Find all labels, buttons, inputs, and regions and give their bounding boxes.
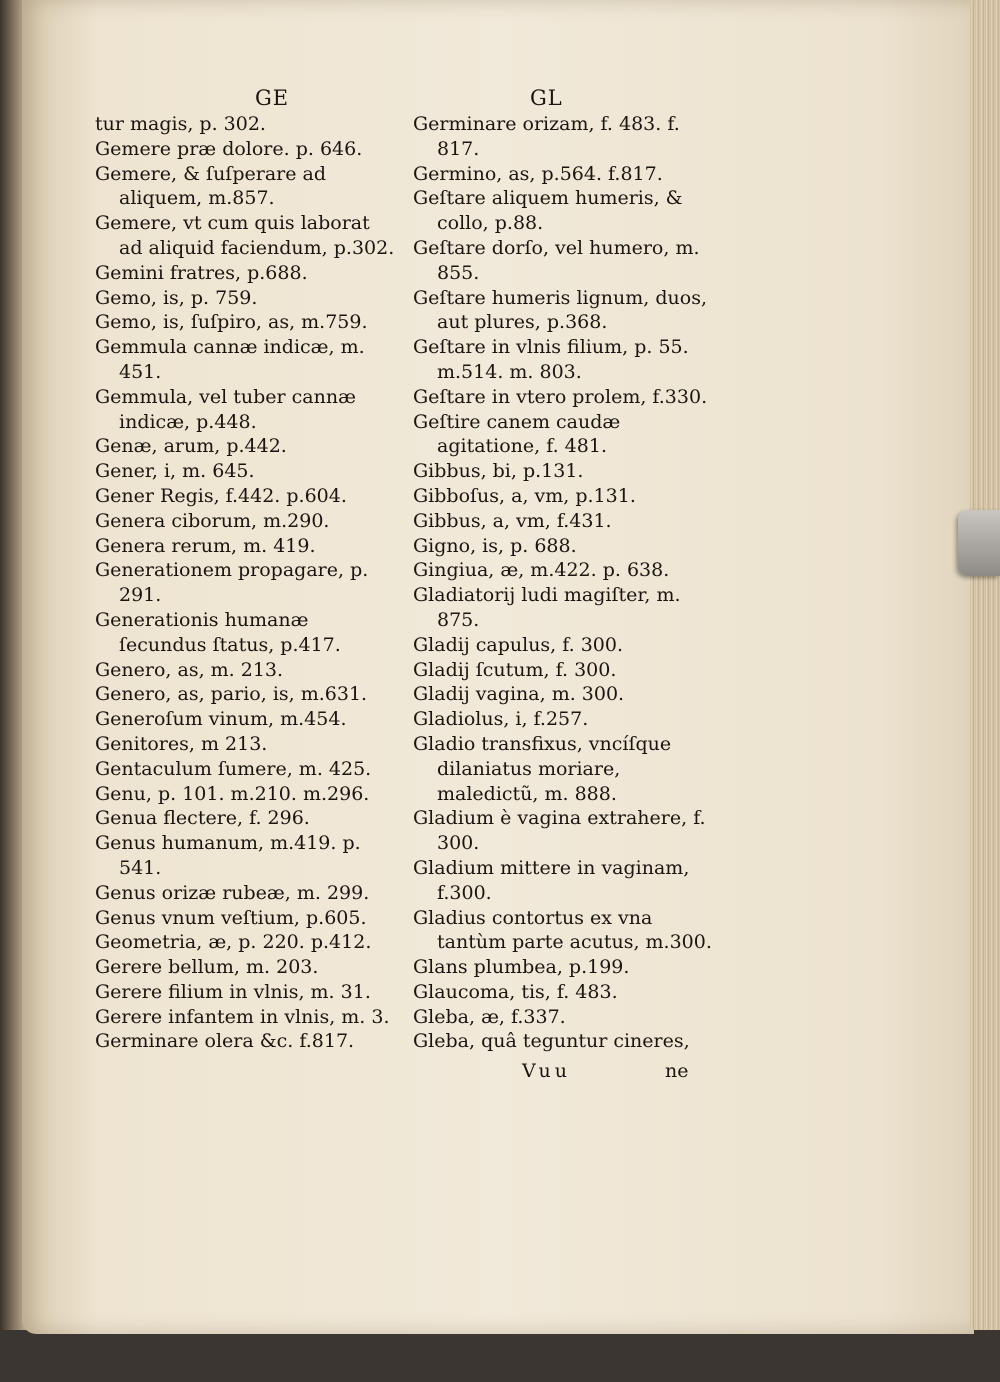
index-entry: Genitores, m 213.: [95, 732, 268, 755]
running-head-right: GL: [530, 86, 563, 110]
index-entry: Gemere præ dolore. p. 646.: [95, 137, 363, 160]
index-entry: Gibboſus, a, vm, p.131.: [413, 484, 636, 507]
index-entry: Gener Regis, f.442. p.604.: [95, 484, 347, 507]
index-entry: Genua flectere, f. 296.: [95, 807, 310, 830]
index-entry: Gladius contortus ex vna tantùm parte acutus, m.300.: [413, 906, 712, 954]
index-entry: Gerere bellum, m. 203.: [95, 956, 319, 979]
page-edges: [970, 0, 1000, 1330]
index-entry: Genu, p. 101. m.210. m.296.: [95, 782, 370, 805]
index-entry: Genero, as, pario, is, m.631.: [95, 683, 368, 706]
index-entry: Gibbus, bi, p.131.: [413, 460, 584, 483]
index-entry: Gerere infantem in vlnis, m. 3.: [95, 1005, 390, 1028]
index-entry: Gibbus, a, vm, f.431.: [413, 509, 612, 532]
index-entry: Gemini fratres, p.688.: [95, 261, 308, 284]
running-head-left: GE: [255, 86, 290, 110]
index-entry: Gemmula, vel tuber cannæ indicæ, p.448.: [95, 385, 356, 433]
index-entry: Geſtare in vtero prolem, f.330.: [413, 385, 708, 408]
index-entry: Geſtare aliquem humeris, & collo, p.88.: [413, 187, 683, 235]
index-entry: Geometria, æ, p. 220. p.412.: [95, 931, 372, 954]
index-entry: Generationis humanæ ſecundus ſtatus, p.417.: [95, 608, 341, 656]
left-column: [95, 112, 395, 1054]
index-entry: Gladiolus, i, f.257.: [413, 708, 589, 731]
index-entry: Genus humanum, m.419. p. 541.: [95, 832, 361, 879]
index-entry: Gemere, & ſuſperare ad aliquem, m.857.: [95, 162, 327, 210]
index-entry: Genus vnum veſtium, p.605.: [95, 906, 367, 929]
index-entry: Geſtare in vlnis filium, p. 55. m.514. m. 803.: [413, 336, 689, 383]
index-entry: Gigno, is, p. 688.: [413, 534, 577, 557]
index-entry: Generationem propagare, p. 291.: [95, 559, 369, 607]
index-entry: Gener, i, m. 645.: [95, 460, 255, 483]
catchword: ne: [665, 1060, 689, 1082]
index-entry: Gemmula cannæ indicæ, m. 451.: [95, 336, 365, 383]
index-entry: Gingiua, æ, m.422. p. 638.: [413, 559, 670, 582]
index-entry: Germinare olera &c. f.817.: [95, 1030, 355, 1053]
index-entry: Gentaculum ſumere, m. 425.: [95, 757, 372, 780]
index-entry: Generoſum vinum, m.454.: [95, 708, 347, 731]
index-entry: Germino, as, p.564. f.817.: [413, 162, 663, 185]
index-entry: Gladium mittere in vaginam, f.300.: [413, 856, 690, 904]
right-column: [413, 112, 713, 1054]
index-entry: Gladium è vagina extrahere, f. 300.: [413, 807, 706, 855]
index-entry: Gerere filium in vlnis, m. 31.: [95, 980, 371, 1003]
index-entry: Gleba, æ, f.337.: [413, 1005, 566, 1028]
signature-mark: Vuu: [522, 1060, 571, 1082]
index-entry: Glaucoma, tis, f. 483.: [413, 980, 618, 1003]
index-entry: Genero, as, m. 213.: [95, 658, 284, 681]
index-entry: Gladio transfixus, vncíſque dilaniatus moriare, maledictũ, m. 888.: [413, 732, 672, 805]
index-entry: Glans plumbea, p.199.: [413, 956, 630, 979]
index-entry: Gemo, is, ſuſpiro, as, m.759.: [95, 311, 368, 334]
index-entry: Genera ciborum, m.290.: [95, 509, 330, 532]
index-entry: Genæ, arum, p.442.: [95, 435, 287, 458]
index-entry: Gemo, is, p. 759.: [95, 286, 258, 309]
index-entry: Gemere, vt cum quis laborat ad aliquid faciendum, p.302.: [95, 212, 395, 259]
index-entry: Genera rerum, m. 419.: [95, 534, 316, 557]
index-entry: Geſtire canem caudæ agitatione, f. 481.: [413, 410, 621, 458]
index-entry: Gladij capulus, f. 300.: [413, 633, 624, 656]
index-entry: Germinare orizam, f. 483. f. 817.: [413, 113, 680, 160]
index-entry: Gleba, quâ teguntur cineres,: [413, 1030, 690, 1053]
bookmark-tab: [958, 510, 1000, 576]
index-entry: tur magis, p. 302.: [95, 113, 266, 135]
index-entry: Gladij ſcutum, f. 300.: [413, 658, 617, 681]
index-entry: Geſtare dorſo, vel humero, m. 855.: [413, 236, 700, 284]
index-entry: Genus orizæ rubeæ, m. 299.: [95, 881, 370, 904]
index-entry: Gladiatorij ludi magiſter, m. 875.: [413, 584, 681, 631]
index-entry: Gladij vagina, m. 300.: [413, 683, 625, 706]
index-entry: Geſtare humeris lignum, duos, aut plures, p.368.: [413, 286, 707, 334]
